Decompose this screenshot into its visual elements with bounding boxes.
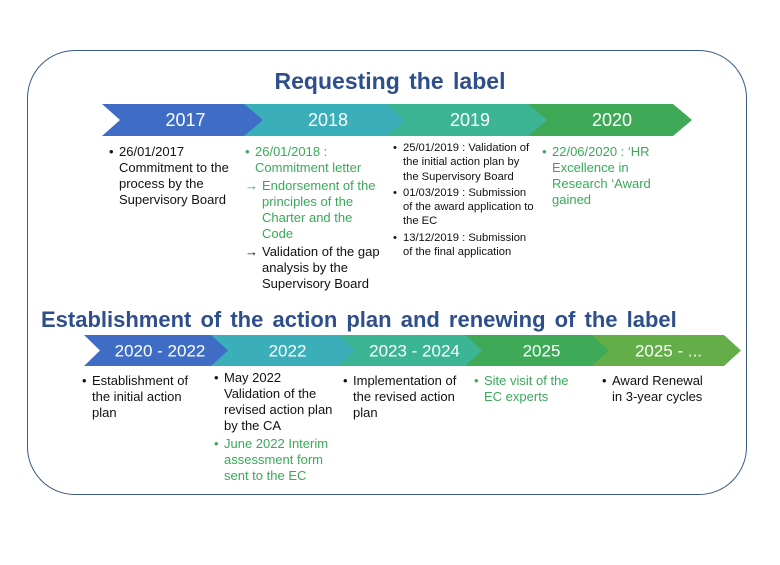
- row1-step-label: 2020: [591, 110, 633, 130]
- list-item-text: Site visit of the EC experts: [484, 373, 569, 404]
- list-item-text: May 2022 Validation of the revised action plan by the CA: [224, 370, 333, 433]
- row2-step-label: 2025 - ...: [634, 341, 703, 361]
- row1-column-2019: [393, 141, 535, 261]
- list-item: [602, 373, 712, 405]
- row2-step-label: 2023 - 2024: [369, 341, 460, 361]
- list-item: [245, 178, 387, 242]
- arrow-bullet-icon: →: [245, 178, 258, 193]
- row2-column-2020-2022: [82, 373, 204, 423]
- list-item-text: June 2022 Interim assessment form sent to the EC: [224, 436, 329, 483]
- row2-step-label: 2022: [268, 341, 307, 361]
- list-item: [214, 436, 336, 484]
- row1-column-2018: [245, 144, 387, 294]
- timeline-row-1: [102, 104, 692, 136]
- bullet-icon: •: [474, 373, 479, 388]
- title-establishment-renewing: Establishment of the action plan and renewing of the label: [41, 307, 677, 332]
- list-item: [82, 373, 204, 421]
- bullet-icon: •: [214, 370, 219, 385]
- row1-column-2017: [109, 144, 229, 210]
- list-item-text: 26/01/2018 : Commitment letter: [255, 144, 362, 175]
- list-item: [393, 231, 535, 260]
- row2-column-2025: [474, 373, 590, 407]
- list-item: [245, 144, 387, 176]
- list-item-text: Award Renewal in 3-year cycles: [612, 373, 703, 404]
- bullet-icon: •: [393, 231, 397, 244]
- row1-column-2020: [542, 144, 660, 210]
- bullet-icon: •: [82, 373, 87, 388]
- list-item: [542, 144, 660, 208]
- list-item-text: 22/06/2020 : ‘HR Excellence in Research ‘Award gained: [552, 144, 651, 207]
- row2-column-2025-onward: [602, 373, 712, 407]
- list-item-text: 13/12/2019 : Submission of the final application: [403, 231, 527, 259]
- list-item: [393, 186, 535, 229]
- bullet-icon: •: [602, 373, 607, 388]
- timeline-row-2: [84, 335, 741, 366]
- bullet-icon: •: [214, 436, 219, 451]
- arrow-bullet-icon: →: [245, 244, 258, 259]
- row1-step-label: 2017: [165, 110, 206, 130]
- row2-step-label: 2020 - 2022: [114, 341, 206, 361]
- title-requesting-label: Requesting the label: [274, 68, 506, 94]
- list-item-text: Endorsement of the principles of the Charter and the Code: [262, 178, 376, 241]
- list-item: [214, 370, 336, 434]
- row2-column-2023-2024: [343, 373, 465, 423]
- list-item: [245, 244, 387, 292]
- bullet-icon: •: [542, 144, 547, 159]
- bullet-icon: •: [343, 373, 348, 388]
- list-item-text: Validation of the gap analysis by the Supervisory Board: [262, 244, 380, 291]
- bullet-icon: •: [109, 144, 114, 159]
- list-item-text: 25/01/2019 : Validation of the initial action plan by the Supervisory Board: [403, 142, 530, 183]
- list-item: [109, 144, 229, 208]
- list-item-text: 26/01/2017 Commitment to the process by the Supervisory Board: [119, 144, 229, 207]
- row2-step-label: 2025: [522, 341, 561, 361]
- row1-step-label: 2019: [449, 110, 491, 130]
- list-item-text: 01/03/2019 : Submission of the award application to the EC: [403, 186, 534, 228]
- list-item: [474, 373, 590, 405]
- row1-step-label: 2018: [307, 110, 349, 130]
- list-item-text: Establishment of the initial action plan: [92, 373, 189, 420]
- row2-column-2022: [214, 370, 336, 486]
- list-item-text: Implementation of the revised action plan: [353, 373, 457, 420]
- list-item: [393, 141, 535, 184]
- bullet-icon: •: [393, 142, 397, 154]
- bullet-icon: •: [393, 186, 397, 199]
- bullet-icon: •: [245, 144, 250, 159]
- list-item: [343, 373, 465, 421]
